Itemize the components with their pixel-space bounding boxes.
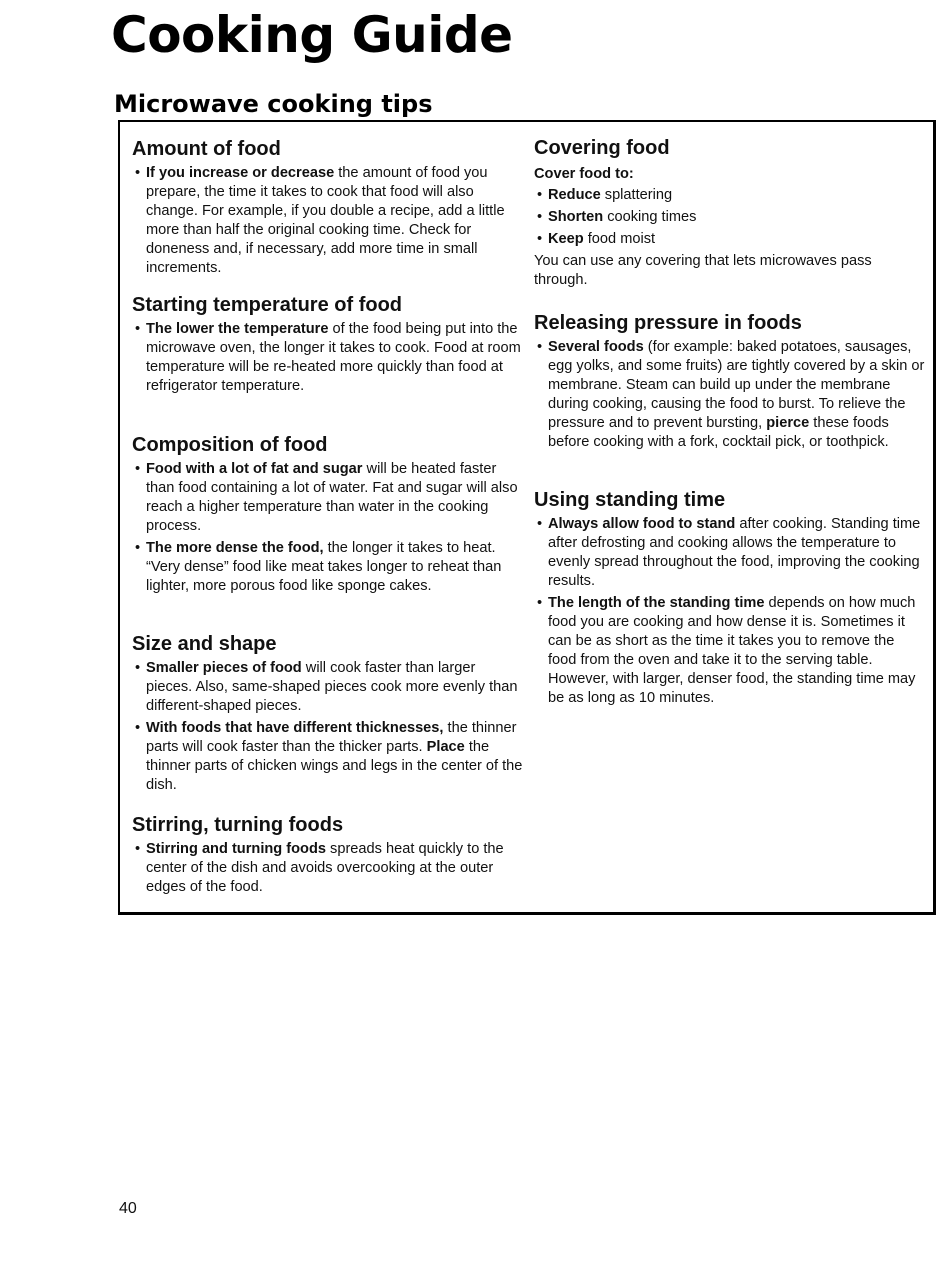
bullet-lead: Several foods — [548, 339, 644, 355]
sub-label: Cover food to: — [534, 166, 634, 182]
bullet-item — [135, 840, 524, 897]
bullet-list — [132, 840, 524, 897]
topic-heading: Composition of food — [132, 434, 328, 456]
topic-heading: Using standing time — [534, 489, 726, 511]
bullet-text: the longer it takes to heat. “Very dense” food like meat takes longer to reheat than lighter, more porous food like sponge cakes. — [146, 540, 502, 594]
bullet-item — [135, 539, 524, 596]
bullet-text: cooking times — [603, 209, 697, 225]
bullet-text: food moist — [583, 231, 656, 247]
bullet-lead: Smaller pieces of food — [146, 660, 302, 676]
topic-heading: Amount of food — [132, 138, 281, 160]
bullet-item — [537, 208, 926, 227]
bullet-emphasis: Place — [426, 739, 465, 755]
bullet-text: the thinner parts will cook faster than the thicker parts. — [146, 720, 517, 755]
topic-releasing-pressure — [534, 310, 926, 452]
topic-amount-of-food — [132, 136, 524, 278]
topic-heading: Starting temperature of food — [132, 294, 403, 316]
topic-stirring-turning — [132, 812, 524, 897]
bullet-lead: The lower the temperature — [146, 321, 329, 337]
topic-covering-food — [534, 135, 926, 290]
bullet-lead: Reduce — [548, 187, 601, 203]
bullet-lead: With foods that have different thicknesses, — [146, 720, 444, 736]
topic-standing-time — [534, 487, 926, 708]
bullet-item — [537, 515, 926, 591]
bullet-emphasis: pierce — [766, 415, 810, 431]
bullet-lead: Always allow food to stand — [548, 516, 736, 532]
bullet-lead: Keep — [548, 231, 584, 247]
bullet-item — [135, 719, 524, 795]
bullet-lead: If you increase or decrease — [146, 165, 335, 181]
topic-heading: Covering food — [534, 137, 670, 159]
topic-heading: Releasing pressure in foods — [534, 312, 802, 334]
topic-composition — [132, 432, 524, 596]
bullet-item — [135, 320, 524, 396]
bullet-item — [135, 659, 524, 716]
bullet-text: depends on how much food you are cooking and how dense it is. Sometimes it can be as short as the time it takes you to remove the food from the oven and take it to the serving table. However, with larger, denser food, the standing time may be as long as 10 minutes. — [548, 595, 916, 706]
bullet-item — [537, 594, 926, 708]
bullet-list — [132, 320, 524, 396]
bullet-lead: The more dense the food, — [146, 540, 324, 556]
bullet-text: after cooking. Standing time after defrosting and cooking allows the temperature to evenly spread throughout the food, improving the cooking results. — [548, 516, 921, 589]
bullet-text: the thinner parts of chicken wings and legs in the center of the dish. — [146, 739, 523, 793]
bullet-list — [534, 515, 926, 708]
topic-heading: Stirring, turning foods — [132, 814, 344, 836]
bullet-list — [132, 460, 524, 596]
page-title: Cooking Guide — [111, 6, 513, 64]
page-number: 40 — [119, 1200, 137, 1217]
bullet-item — [537, 186, 926, 205]
bullet-lead: Food with a lot of fat and sugar — [146, 461, 363, 477]
topic-size-and-shape — [132, 631, 524, 795]
bullet-text: (for example: baked potatoes, sausages, egg yolks, and some fruits) are tightly covered by a skin or membrane. Steam can build up under the membrane during cooking, causing the food to burst. To relieve the pressure and to prevent bursting, — [548, 339, 925, 431]
bullet-list — [132, 164, 524, 278]
bullet-text: these foods before cooking with a fork, cocktail pick, or toothpick. — [548, 415, 889, 450]
bullet-lead: Stirring and turning foods — [146, 841, 326, 857]
bullet-text: of the food being put into the microwave oven, the longer it takes to cook. Food at room temperature will be re-heated more quickly than food at refrigerator temperature. — [146, 321, 521, 394]
bullet-lead: The length of the standing time — [548, 595, 765, 611]
bullet-text: will be heated faster than food containing a lot of water. Fat and sugar will also reach a higher temperature than water in the cooking process. — [146, 461, 518, 534]
bullet-list — [534, 186, 926, 249]
bullet-text: will cook faster than larger pieces. Also, same-shaped pieces cook more evenly than different-shaped pieces. — [146, 660, 518, 714]
tips-panel — [118, 120, 936, 915]
section-title: Microwave cooking tips — [114, 90, 433, 118]
covering-note: You can use any covering that lets microwaves pass through. — [534, 253, 872, 288]
topic-heading: Size and shape — [132, 633, 277, 655]
bullet-item — [135, 460, 524, 536]
bullet-item — [537, 230, 926, 249]
bullet-list — [132, 659, 524, 795]
bullet-lead: Shorten — [548, 209, 604, 225]
topic-starting-temperature — [132, 292, 524, 396]
bullet-text: the amount of food you prepare, the time it takes to cook that food will also change. For example, if you double a recipe, add a little more than half the original cooking time. Check for doneness and, if necessary, add more time in small increments. — [146, 165, 505, 276]
bullet-text: splattering — [600, 187, 673, 203]
bullet-list — [534, 338, 926, 452]
bullet-item — [537, 338, 926, 452]
bullet-item — [135, 164, 524, 278]
bullet-text: spreads heat quickly to the center of the dish and avoids overcooking at the outer edges of the food. — [146, 841, 504, 895]
